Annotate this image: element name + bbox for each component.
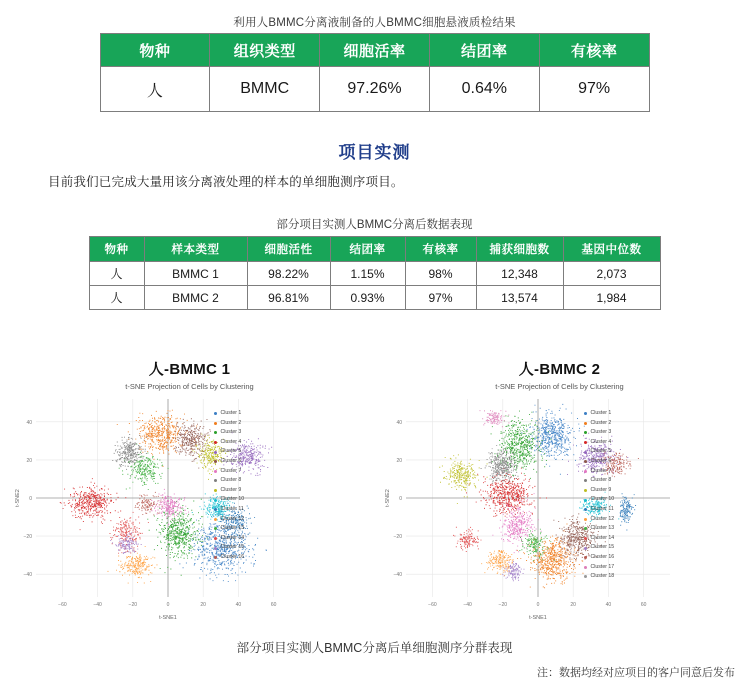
legend-swatch-icon [214, 412, 217, 415]
legend-item[interactable] [584, 524, 648, 534]
legend-item[interactable] [584, 428, 648, 438]
legend-swatch-icon [214, 508, 217, 511]
legend-item[interactable] [214, 428, 278, 438]
cell-clumping: 0.93% [330, 286, 405, 310]
cell-species: 人 [89, 286, 144, 310]
cell-clumping: 1.15% [330, 262, 405, 286]
legend-swatch-icon [584, 518, 587, 521]
legend-label: Cluster 15 [220, 544, 245, 551]
cell-nucleated: 97% [539, 67, 649, 112]
legend-item[interactable] [214, 467, 278, 477]
cell-species: 人 [100, 67, 210, 112]
legend-swatch-icon [214, 547, 217, 550]
svg-text:20: 20 [395, 457, 402, 464]
legend-swatch-icon [584, 489, 587, 492]
project-data-table [89, 236, 661, 310]
legend-swatch-icon [584, 537, 587, 540]
svg-text:−60: −60 [57, 602, 67, 608]
legend-item[interactable] [214, 438, 278, 448]
legend-swatch-icon [214, 422, 217, 425]
legend-item[interactable] [214, 409, 278, 419]
col-header-nucleated: 有核率 [539, 34, 649, 67]
legend-swatch-icon [584, 431, 587, 434]
legend-swatch-icon [584, 575, 587, 578]
legend-label: Cluster 18 [590, 573, 615, 580]
legend-item[interactable] [584, 505, 648, 515]
legend-swatch-icon [584, 566, 587, 569]
legend-label: Cluster 16 [220, 553, 245, 560]
legend-swatch-icon [214, 431, 217, 434]
legend-swatch-icon [584, 412, 587, 415]
quality-check-table [100, 33, 650, 112]
legend-item[interactable] [584, 409, 648, 419]
section-paragraph: 目前我们已完成大量用该分离液处理的样本的单细胞测序项目。 [48, 175, 404, 189]
legend-swatch-icon [214, 441, 217, 444]
legend-item[interactable] [214, 476, 278, 486]
cell-median-gene: 2,073 [563, 262, 660, 286]
legend-swatch-icon [214, 556, 217, 559]
col-header-nucleated: 有核率 [405, 237, 476, 262]
chart-block-bmmc2 [380, 358, 740, 623]
svg-text:−40: −40 [462, 602, 472, 608]
chart-title: 人-BMMC 2 [518, 361, 601, 378]
legend-label: Cluster 4 [590, 438, 612, 445]
legend-item[interactable] [214, 457, 278, 467]
legend-label: Cluster 9 [590, 486, 612, 493]
cell-tissue: BMMC [210, 67, 320, 112]
cell-sample-type: BMMC 1 [144, 262, 247, 286]
table-row [89, 262, 660, 286]
col-header-species: 物种 [100, 34, 210, 67]
legend-item[interactable] [214, 419, 278, 429]
table-one-caption-wrap [0, 14, 749, 30]
legend-label: Cluster 3 [590, 429, 612, 436]
legend-item[interactable] [584, 563, 648, 573]
svg-text:20: 20 [569, 602, 576, 608]
legend-swatch-icon [214, 451, 217, 454]
chart-legend [584, 409, 648, 582]
cell-sample-type: BMMC 2 [144, 286, 247, 310]
svg-text:−40: −40 [393, 572, 402, 579]
legend-item[interactable] [214, 495, 278, 505]
svg-text:60: 60 [270, 602, 276, 608]
cell-nucleated: 98% [405, 262, 476, 286]
svg-text:−20: −20 [128, 602, 137, 608]
legend-swatch-icon [214, 489, 217, 492]
legend-swatch-icon [584, 499, 587, 502]
legend-label: Cluster 12 [590, 515, 615, 522]
legend-label: Cluster 15 [590, 544, 615, 551]
col-header-sample-type: 样本类型 [144, 237, 247, 262]
legend-swatch-icon [584, 479, 587, 482]
charts-row [0, 358, 749, 623]
svg-text:0: 0 [28, 496, 32, 502]
cell-viability: 97.26% [320, 67, 430, 112]
table-one-wrap [0, 33, 749, 112]
legend-item[interactable] [584, 553, 648, 563]
legend-item[interactable] [214, 486, 278, 496]
cell-nucleated: 97% [405, 286, 476, 310]
legend-swatch-icon [214, 518, 217, 521]
legend-swatch-icon [214, 527, 217, 530]
svg-text:40: 40 [395, 419, 402, 426]
legend-item[interactable] [584, 447, 648, 457]
legend-item[interactable] [584, 467, 648, 477]
legend-label: Cluster 16 [590, 553, 615, 560]
legend-item[interactable] [214, 524, 278, 534]
legend-label: Cluster 8 [220, 477, 242, 484]
table-two-wrap [0, 236, 749, 310]
tsne-plot-bmmc1 [10, 391, 370, 623]
cell-cells: 12,348 [476, 262, 563, 286]
legend-swatch-icon [584, 527, 587, 530]
legend-item[interactable] [214, 515, 278, 525]
legend-label: Cluster 10 [590, 496, 615, 503]
legend-item[interactable] [584, 572, 648, 582]
svg-text:20: 20 [25, 457, 32, 464]
legend-label: Cluster 12 [220, 515, 245, 522]
legend-label: Cluster 13 [220, 525, 245, 532]
legend-swatch-icon [214, 470, 217, 473]
legend-swatch-icon [214, 479, 217, 482]
svg-text:−20: −20 [393, 534, 402, 541]
col-header-cells: 捕获细胞数 [476, 237, 563, 262]
svg-text:40: 40 [235, 602, 241, 608]
col-header-clumping: 结团率 [429, 34, 539, 67]
col-header-viability: 细胞活性 [247, 237, 330, 262]
legend-item[interactable] [584, 419, 648, 429]
table-two-caption: 部分项目实测人BMMC分离后数据表现 [276, 219, 473, 231]
table-row-header [100, 34, 649, 67]
legend-item[interactable] [584, 486, 648, 496]
col-header-median-gene: 基因中位数 [563, 237, 660, 262]
legend-item[interactable] [584, 534, 648, 544]
svg-text:0: 0 [398, 496, 402, 502]
svg-text:t-SNE2: t-SNE2 [384, 489, 391, 507]
chart-title: 人-BMMC 1 [148, 361, 231, 378]
table-row [89, 286, 660, 310]
svg-text:0: 0 [166, 602, 169, 608]
legend-label: Cluster 9 [220, 486, 242, 493]
cell-viability: 98.22% [247, 262, 330, 286]
section-heading: 项目实测 [338, 143, 411, 162]
svg-text:60: 60 [640, 602, 646, 608]
svg-text:−60: −60 [427, 602, 437, 608]
svg-text:t-SNE2: t-SNE2 [14, 489, 21, 507]
legend-item[interactable] [214, 543, 278, 553]
legend-label: Cluster 14 [220, 534, 245, 541]
svg-text:40: 40 [25, 419, 32, 426]
legend-label: Cluster 17 [590, 563, 615, 570]
cell-clumping: 0.64% [429, 67, 539, 112]
legend-label: Cluster 2 [220, 419, 242, 426]
legend-item[interactable] [584, 476, 648, 486]
svg-text:t-SNE1: t-SNE1 [528, 615, 547, 621]
chart-legend [214, 409, 278, 563]
legend-label: Cluster 3 [220, 429, 242, 436]
legend-label: Cluster 14 [590, 534, 615, 541]
legend-label: Cluster 6 [590, 457, 612, 464]
cell-viability: 96.81% [247, 286, 330, 310]
legend-item[interactable] [584, 543, 648, 553]
cell-median-gene: 1,984 [563, 286, 660, 310]
legend-label: Cluster 11 [220, 505, 244, 512]
svg-text:−40: −40 [23, 572, 32, 579]
col-header-clumping: 结团率 [330, 237, 405, 262]
legend-swatch-icon [584, 508, 587, 511]
svg-text:−20: −20 [498, 602, 507, 608]
table-row [100, 67, 649, 112]
legend-swatch-icon [214, 537, 217, 540]
svg-text:20: 20 [199, 602, 206, 608]
svg-text:0: 0 [536, 602, 539, 608]
svg-text:40: 40 [605, 602, 611, 608]
legend-swatch-icon [584, 441, 587, 444]
legend-item[interactable] [584, 457, 648, 467]
table-one-caption: 利用人BMMC分离液制备的人BMMC细胞悬液质检结果 [233, 17, 516, 29]
legend-swatch-icon [584, 460, 587, 463]
cell-species: 人 [89, 262, 144, 286]
legend-label: Cluster 7 [220, 467, 242, 474]
figure-note: 注：数据均经对应项目的客户同意后发布 [537, 667, 735, 679]
legend-swatch-icon [214, 460, 217, 463]
col-header-species: 物种 [89, 237, 144, 262]
col-header-tissue: 组织类型 [210, 34, 320, 67]
legend-swatch-icon [584, 556, 587, 559]
figure-caption: 部分项目实测人BMMC分离后单细胞测序分群表现 [236, 641, 513, 655]
legend-item[interactable] [214, 447, 278, 457]
legend-label: Cluster 8 [590, 477, 612, 484]
legend-label: Cluster 5 [590, 448, 612, 455]
legend-item[interactable] [584, 515, 648, 525]
legend-label: Cluster 5 [220, 448, 242, 455]
legend-label: Cluster 1 [590, 410, 612, 416]
col-header-viability: 细胞活率 [320, 34, 430, 67]
legend-swatch-icon [584, 547, 587, 550]
legend-label: Cluster 4 [220, 438, 242, 445]
chart-subtitle: t-SNE Projection of Cells by Clustering [125, 382, 254, 391]
legend-item[interactable] [214, 534, 278, 544]
legend-swatch-icon [584, 470, 587, 473]
legend-swatch-icon [584, 451, 587, 454]
legend-label: Cluster 6 [220, 457, 242, 464]
legend-label: Cluster 13 [590, 525, 615, 532]
legend-label: Cluster 11 [590, 505, 614, 512]
cell-cells: 13,574 [476, 286, 563, 310]
legend-label: Cluster 10 [220, 496, 245, 503]
legend-item[interactable] [584, 438, 648, 448]
svg-text:−40: −40 [92, 602, 102, 608]
chart-block-bmmc1 [10, 358, 370, 623]
svg-text:−20: −20 [23, 534, 32, 541]
chart-subtitle: t-SNE Projection of Cells by Clustering [495, 382, 624, 391]
legend-item[interactable] [214, 553, 278, 563]
legend-label: Cluster 1 [220, 410, 242, 416]
table-row-header [89, 237, 660, 262]
legend-swatch-icon [584, 422, 587, 425]
tsne-plot-bmmc2 [380, 391, 740, 623]
legend-swatch-icon [214, 499, 217, 502]
legend-label: Cluster 7 [590, 467, 612, 474]
svg-text:t-SNE1: t-SNE1 [158, 615, 177, 621]
legend-item[interactable] [214, 505, 278, 515]
legend-item[interactable] [584, 495, 648, 505]
legend-label: Cluster 2 [590, 419, 612, 426]
